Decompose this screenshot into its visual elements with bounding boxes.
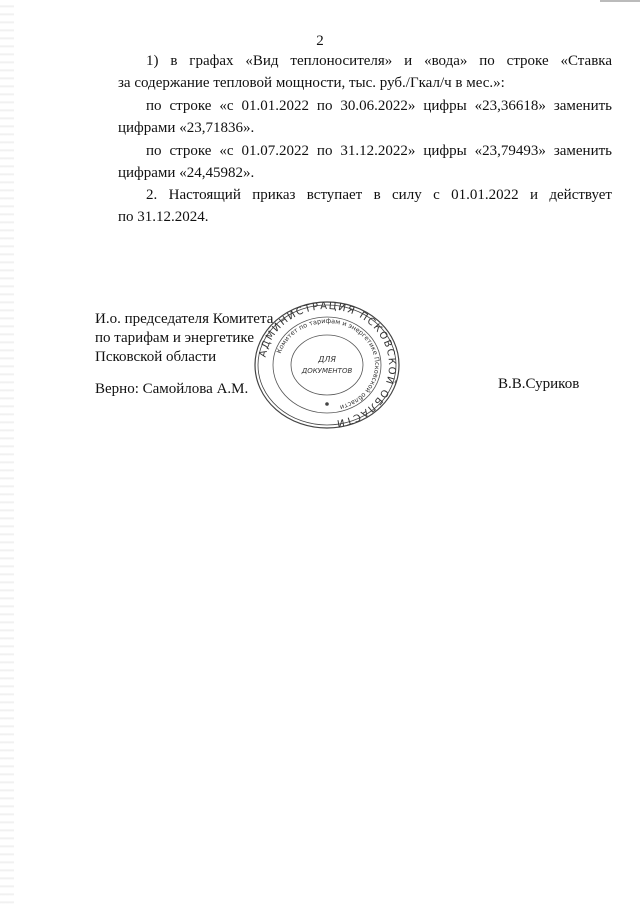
stamp-center-line-1: ДЛЯ bbox=[318, 355, 336, 364]
official-stamp bbox=[252, 300, 402, 430]
paragraph-3-line-1: по строке «с 01.07.2022 по 31.12.2022» цифры «23,79493» заменить bbox=[146, 143, 612, 159]
page-number: 2 bbox=[316, 33, 324, 49]
paragraph-4-line-2: по 31.12.2024. bbox=[118, 209, 209, 225]
paragraph-1-line-2: за содержание тепловой мощности, тыс. руб./Гкал/ч в мес.»: bbox=[118, 75, 505, 91]
paragraph-2-line-2: цифрами «23,71836». bbox=[118, 120, 255, 136]
paragraph-4-line-1: 2. Настоящий приказ вступает в силу с 01.01.2022 и действует bbox=[146, 187, 612, 203]
signatory-position-line: И.о. председателя Комитета bbox=[95, 311, 274, 327]
scan-top-artifact bbox=[600, 0, 640, 2]
signatory-position bbox=[95, 310, 273, 367]
stamp-center-line-2: ДОКУМЕНТОВ bbox=[301, 367, 353, 375]
signatory-position-line: Псковской области bbox=[95, 349, 217, 365]
stamp-outer-ring-text: АДМИНИСТРАЦИЯ ПСКОВСКОЙ ОБЛАСТИ bbox=[257, 300, 398, 429]
stamp-seal-graphic bbox=[252, 300, 402, 430]
paragraph-1-line-1: 1) в графах «Вид теплоносителя» и «вода» по строке «Ставка bbox=[146, 53, 612, 69]
stamp-inner-ring-path: Комитет по тарифам и энергетике Псковской области bbox=[275, 316, 382, 412]
paragraph-3-line-2: цифрами «24,45982». bbox=[118, 165, 255, 181]
scan-edge-artifact bbox=[0, 0, 14, 905]
signatory-position-line: по тарифам и энергетике bbox=[95, 330, 254, 346]
paragraph-2-line-1: по строке «с 01.01.2022 по 30.06.2022» цифры «23,36618» заменить bbox=[146, 98, 612, 114]
signatory-name: В.В.Суриков bbox=[498, 376, 580, 392]
stamp-dot bbox=[325, 402, 329, 406]
verified-by: Верно: Самойлова А.М. bbox=[95, 381, 249, 397]
